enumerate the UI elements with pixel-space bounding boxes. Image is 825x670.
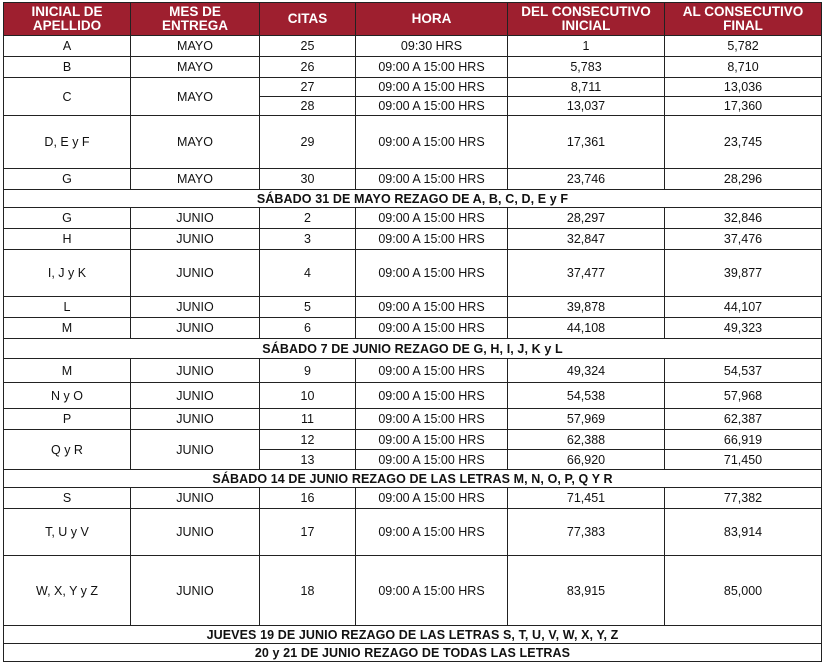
cell-del: 49,324: [508, 359, 665, 383]
header-mes: MES DE ENTREGA: [131, 3, 260, 36]
cell-inicial: Q y R: [4, 430, 131, 470]
cell-hora: 09:00 A 15:00 HRS: [356, 318, 508, 339]
cell-al: 39,877: [665, 250, 822, 297]
cell-inicial: D, E y F: [4, 116, 131, 169]
cell-mes: JUNIO: [131, 208, 260, 229]
rezago-note: 20 y 21 DE JUNIO REZAGO DE TODAS LAS LETRAS: [4, 644, 822, 662]
cell-cita: 10: [260, 383, 356, 409]
cell-al: 77,382: [665, 488, 822, 509]
cell-cita: 11: [260, 409, 356, 430]
cell-al: 32,846: [665, 208, 822, 229]
header-al-consecutivo: AL CONSECUTIVO FINAL: [665, 3, 822, 36]
cell-hora: 09:00 A 15:00 HRS: [356, 409, 508, 430]
cell-hora: 09:00 A 15:00 HRS: [356, 430, 508, 450]
cell-cita: 5: [260, 297, 356, 318]
cell-al: 54,537: [665, 359, 822, 383]
cell-al: 71,450: [665, 450, 822, 470]
table-row: [4, 78, 822, 97]
table-row: [4, 169, 822, 190]
cell-al: 85,000: [665, 556, 822, 626]
cell-mes: JUNIO: [131, 509, 260, 556]
rezago-note: SÁBADO 14 DE JUNIO REZAGO DE LAS LETRAS M, N, O, P, Q Y R: [4, 470, 822, 488]
cell-inicial: A: [4, 36, 131, 57]
cell-hora: 09:00 A 15:00 HRS: [356, 208, 508, 229]
cell-cita: 4: [260, 250, 356, 297]
cell-del: 71,451: [508, 488, 665, 509]
cell-cita: 13: [260, 450, 356, 470]
table-row: [4, 116, 822, 169]
cell-mes: MAYO: [131, 78, 260, 116]
cell-cita: 6: [260, 318, 356, 339]
table-row: [4, 318, 822, 339]
cell-al: 49,323: [665, 318, 822, 339]
cell-del: 44,108: [508, 318, 665, 339]
cell-hora: 09:00 A 15:00 HRS: [356, 383, 508, 409]
cell-del: 32,847: [508, 229, 665, 250]
cell-mes: JUNIO: [131, 430, 260, 470]
separator-row: [4, 470, 822, 488]
cell-del: 28,297: [508, 208, 665, 229]
cell-hora: 09:00 A 15:00 HRS: [356, 169, 508, 190]
cell-inicial: P: [4, 409, 131, 430]
cell-hora: 09:00 A 15:00 HRS: [356, 509, 508, 556]
cell-inicial: N y O: [4, 383, 131, 409]
table-row: [4, 509, 822, 556]
cell-cita: 2: [260, 208, 356, 229]
table-row: [4, 229, 822, 250]
cell-mes: MAYO: [131, 57, 260, 78]
cell-del: 13,037: [508, 97, 665, 116]
header-citas: CITAS: [260, 3, 356, 36]
cell-cita: 3: [260, 229, 356, 250]
cell-cita: 26: [260, 57, 356, 78]
cell-del: 66,920: [508, 450, 665, 470]
cell-del: 77,383: [508, 509, 665, 556]
cell-inicial: M: [4, 318, 131, 339]
cell-inicial: B: [4, 57, 131, 78]
cell-del: 37,477: [508, 250, 665, 297]
cell-cita: 30: [260, 169, 356, 190]
schedule-table: [3, 2, 822, 662]
table-row: [4, 409, 822, 430]
cell-inicial: T, U y V: [4, 509, 131, 556]
cell-hora: 09:00 A 15:00 HRS: [356, 359, 508, 383]
cell-al: 28,296: [665, 169, 822, 190]
separator-row: [4, 644, 822, 662]
cell-hora: 09:00 A 15:00 HRS: [356, 78, 508, 97]
cell-del: 57,969: [508, 409, 665, 430]
cell-inicial: L: [4, 297, 131, 318]
cell-cita: 25: [260, 36, 356, 57]
cell-hora: 09:00 A 15:00 HRS: [356, 297, 508, 318]
cell-cita: 12: [260, 430, 356, 450]
cell-inicial: G: [4, 169, 131, 190]
cell-hora: 09:00 A 15:00 HRS: [356, 556, 508, 626]
cell-al: 57,968: [665, 383, 822, 409]
cell-cita: 16: [260, 488, 356, 509]
cell-mes: JUNIO: [131, 556, 260, 626]
cell-mes: JUNIO: [131, 409, 260, 430]
cell-hora: 09:00 A 15:00 HRS: [356, 229, 508, 250]
cell-hora: 09:00 A 15:00 HRS: [356, 450, 508, 470]
cell-del: 54,538: [508, 383, 665, 409]
header-row: [4, 3, 822, 36]
cell-al: 37,476: [665, 229, 822, 250]
cell-hora: 09:00 A 15:00 HRS: [356, 250, 508, 297]
table-row: [4, 383, 822, 409]
cell-inicial: S: [4, 488, 131, 509]
cell-inicial: W, X, Y y Z: [4, 556, 131, 626]
cell-al: 17,360: [665, 97, 822, 116]
cell-cita: 28: [260, 97, 356, 116]
cell-cita: 9: [260, 359, 356, 383]
cell-del: 1: [508, 36, 665, 57]
header-inicial: INICIAL DE APELLIDO: [4, 3, 131, 36]
cell-cita: 18: [260, 556, 356, 626]
cell-inicial: I, J y K: [4, 250, 131, 297]
cell-al: 13,036: [665, 78, 822, 97]
cell-mes: JUNIO: [131, 383, 260, 409]
table-row: [4, 297, 822, 318]
cell-al: 23,745: [665, 116, 822, 169]
cell-hora: 09:00 A 15:00 HRS: [356, 57, 508, 78]
cell-al: 83,914: [665, 509, 822, 556]
cell-hora: 09:30 HRS: [356, 36, 508, 57]
table-row: [4, 430, 822, 450]
cell-del: 62,388: [508, 430, 665, 450]
cell-del: 5,783: [508, 57, 665, 78]
cell-mes: JUNIO: [131, 359, 260, 383]
cell-inicial: G: [4, 208, 131, 229]
cell-al: 5,782: [665, 36, 822, 57]
separator-row: [4, 190, 822, 208]
table-row: [4, 208, 822, 229]
rezago-note: SÁBADO 31 DE MAYO REZAGO DE A, B, C, D, E y F: [4, 190, 822, 208]
rezago-note: SÁBADO 7 DE JUNIO REZAGO DE G, H, I, J, K y L: [4, 339, 822, 359]
cell-inicial: H: [4, 229, 131, 250]
header-hora: HORA: [356, 3, 508, 36]
cell-cita: 17: [260, 509, 356, 556]
cell-cita: 29: [260, 116, 356, 169]
cell-mes: JUNIO: [131, 318, 260, 339]
cell-al: 44,107: [665, 297, 822, 318]
cell-inicial: C: [4, 78, 131, 116]
separator-row: [4, 339, 822, 359]
header-del-consecutivo: DEL CONSECUTIVO INICIAL: [508, 3, 665, 36]
cell-mes: JUNIO: [131, 250, 260, 297]
cell-hora: 09:00 A 15:00 HRS: [356, 97, 508, 116]
cell-al: 66,919: [665, 430, 822, 450]
cell-del: 17,361: [508, 116, 665, 169]
cell-mes: MAYO: [131, 36, 260, 57]
table-row: [4, 57, 822, 78]
table-row: [4, 36, 822, 57]
table-row: [4, 250, 822, 297]
cell-hora: 09:00 A 15:00 HRS: [356, 488, 508, 509]
cell-mes: JUNIO: [131, 297, 260, 318]
cell-del: 8,711: [508, 78, 665, 97]
cell-al: 8,710: [665, 57, 822, 78]
table-row: [4, 488, 822, 509]
table-row: [4, 359, 822, 383]
cell-mes: MAYO: [131, 169, 260, 190]
table-row: [4, 556, 822, 626]
cell-del: 39,878: [508, 297, 665, 318]
rezago-note: JUEVES 19 DE JUNIO REZAGO DE LAS LETRAS S, T, U, V, W, X, Y, Z: [4, 626, 822, 644]
cell-mes: JUNIO: [131, 488, 260, 509]
cell-cita: 27: [260, 78, 356, 97]
cell-inicial: M: [4, 359, 131, 383]
cell-hora: 09:00 A 15:00 HRS: [356, 116, 508, 169]
cell-mes: JUNIO: [131, 229, 260, 250]
separator-row: [4, 626, 822, 644]
cell-del: 23,746: [508, 169, 665, 190]
cell-del: 83,915: [508, 556, 665, 626]
cell-al: 62,387: [665, 409, 822, 430]
cell-mes: MAYO: [131, 116, 260, 169]
